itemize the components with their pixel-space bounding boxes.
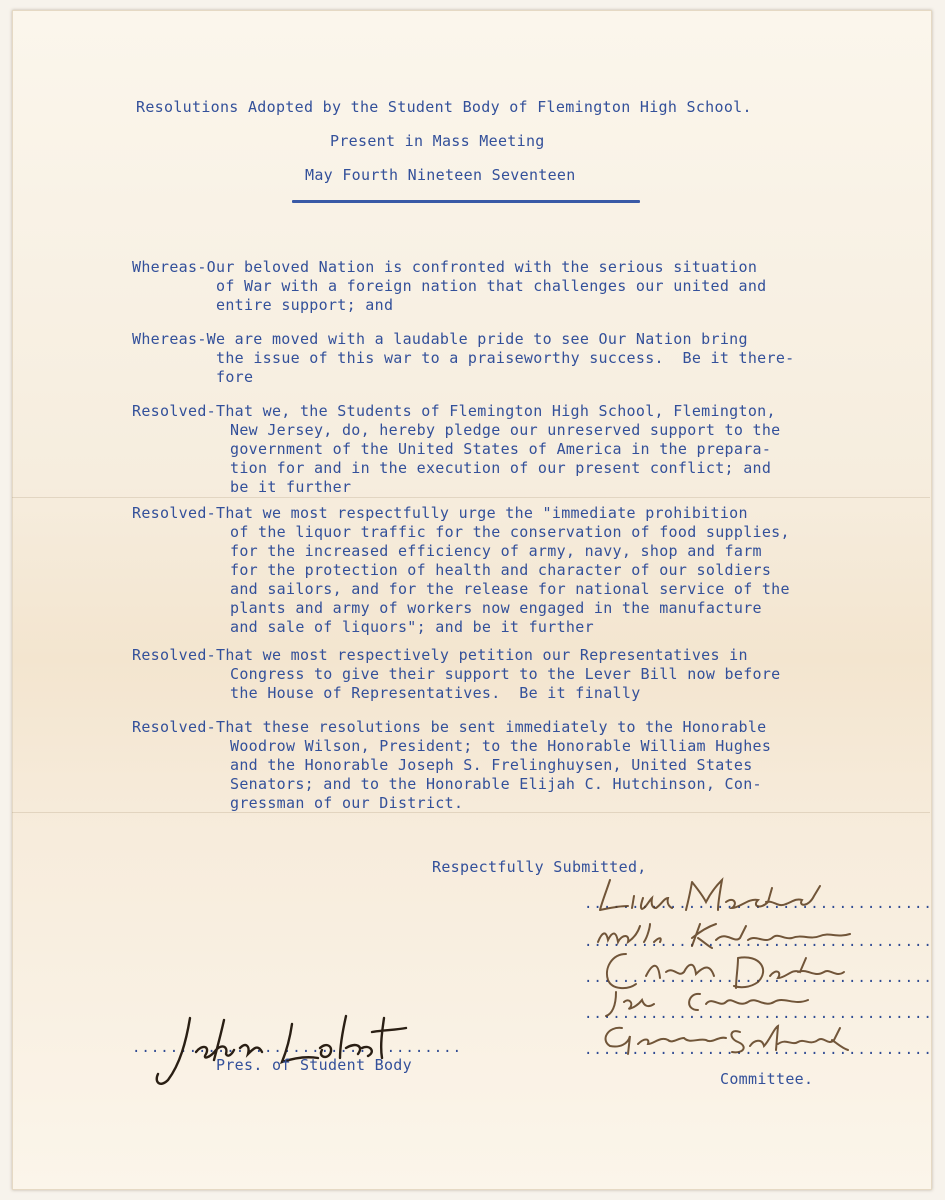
paragraph-line: That we most respectfully urge the "immediate prohibition <box>215 504 748 522</box>
resolved-paragraph-1 <box>132 402 892 497</box>
signature-line: ..................................... <box>584 1006 933 1022</box>
paragraph-line: plants and army of workers now engaged in the manufacture <box>230 599 762 617</box>
paragraph-line: fore <box>216 368 254 386</box>
paragraph-line: Senators; and to the Honorable Elijah C. Hutchinson, Con- <box>230 775 762 793</box>
paragraph-line: Our beloved Nation is confronted with the serious situation <box>206 258 758 276</box>
paragraph-line: the issue of this war to a praiseworthy success. Be it there- <box>216 349 795 367</box>
respectfully-submitted: Respectfully Submitted, <box>432 858 647 876</box>
document-title: Resolutions Adopted by the Student Body of Flemington High School. <box>136 98 752 116</box>
signature-line: ..................................... <box>584 970 933 986</box>
resolved-paragraph-2 <box>132 504 892 637</box>
paragraph-lead: Resolved- <box>132 504 216 522</box>
paragraph-line: That we, the Students of Flemington High School, Flemington, <box>215 402 776 420</box>
document-date: May Fourth Nineteen Seventeen <box>305 166 576 184</box>
paragraph-lead: Resolved- <box>132 646 216 664</box>
header-underline <box>292 200 640 203</box>
president-title: Pres. of Student Body <box>216 1056 412 1074</box>
whereas-paragraph-1 <box>132 258 892 315</box>
paragraph-line: We are moved with a laudable pride to see Our Nation bring <box>206 330 748 348</box>
signature-line: ..................................... <box>584 1042 933 1058</box>
paragraph-line: That we most respectively petition our Representatives in <box>215 646 748 664</box>
paragraph-line: for the increased efficiency of army, navy, shop and farm <box>230 542 762 560</box>
paragraph-line: entire support; and <box>216 296 394 314</box>
paragraph-line: That these resolutions be sent immediately to the Honorable <box>215 718 767 736</box>
signature-line: ..................................... <box>584 896 933 912</box>
whereas-paragraph-2 <box>132 330 892 387</box>
resolved-paragraph-4 <box>132 718 892 813</box>
paragraph-line: Woodrow Wilson, President; to the Honorable William Hughes <box>230 737 772 755</box>
document-subtitle: Present in Mass Meeting <box>330 132 545 150</box>
committee-label: Committee. <box>720 1070 814 1088</box>
president-signature-image <box>150 1002 420 1092</box>
fold-crease <box>12 497 930 498</box>
paragraph-line: for the protection of health and character of our soldiers <box>230 561 772 579</box>
resolved-paragraph-3 <box>132 646 892 703</box>
committee-signatures-image <box>588 868 858 1068</box>
paragraph-lead: Whereas- <box>132 258 207 276</box>
paragraph-line: gressman of our District. <box>230 794 464 812</box>
paragraph-line: and sale of liquors"; and be it further <box>230 618 594 636</box>
signature-line: ................................... <box>132 1040 463 1056</box>
paragraph-lead: Resolved- <box>132 718 216 736</box>
paragraph-line: and the Honorable Joseph S. Frelinghuysen, United States <box>230 756 753 774</box>
paragraph-lead: Whereas- <box>132 330 207 348</box>
paragraph-line: Congress to give their support to the Lever Bill now before <box>230 665 781 683</box>
paragraph-line: tion for and in the execution of our present conflict; and <box>230 459 772 477</box>
paragraph-line: the House of Representatives. Be it finally <box>230 684 641 702</box>
paragraph-lead: Resolved- <box>132 402 216 420</box>
paragraph-line: and sailors, and for the release for national service of the <box>230 580 790 598</box>
paragraph-line: government of the United States of America in the prepara- <box>230 440 772 458</box>
paragraph-line: New Jersey, do, hereby pledge our unreserved support to the <box>230 421 781 439</box>
signature-line: ..................................... <box>584 934 933 950</box>
paragraph-line: of War with a foreign nation that challenges our united and <box>216 277 767 295</box>
paragraph-line: be it further <box>230 478 352 496</box>
paragraph-line: of the liquor traffic for the conservation of food supplies, <box>230 523 790 541</box>
